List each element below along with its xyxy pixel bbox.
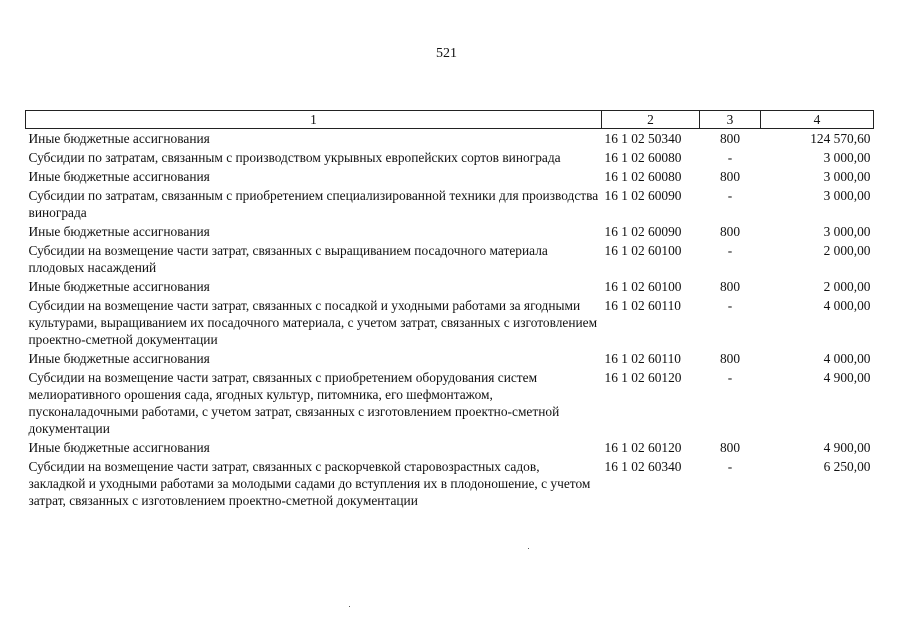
column-header-type: 3 — [700, 111, 761, 129]
row-expense-type: - — [727, 188, 733, 203]
table-row — [26, 241, 874, 277]
row-budget-code: 16 1 02 60340 — [604, 459, 682, 474]
scan-speck — [349, 606, 350, 607]
row-expense-type: 800 — [719, 131, 741, 146]
table-row — [26, 148, 874, 167]
column-header-code: 2 — [602, 111, 700, 129]
table-row — [26, 368, 874, 438]
row-expense-type: - — [727, 298, 733, 313]
row-expense-type: 800 — [719, 169, 741, 184]
header-row — [26, 111, 874, 129]
row-budget-code: 16 1 02 50340 — [604, 131, 682, 146]
row-budget-code: 16 1 02 60090 — [604, 224, 682, 239]
table-row — [26, 129, 874, 149]
row-description: Субсидии по затратам, связанным с производством укрывных европейских сортов винограда — [28, 150, 561, 165]
row-budget-code: 16 1 02 60110 — [604, 351, 681, 366]
row-budget-code: 16 1 02 60080 — [604, 169, 682, 184]
row-amount: 6 250,00 — [823, 459, 871, 474]
row-amount: 2 000,00 — [823, 279, 871, 294]
row-budget-code: 16 1 02 60090 — [604, 188, 682, 203]
row-description: Иные бюджетные ассигнования — [28, 131, 210, 146]
row-amount: 4 900,00 — [823, 370, 871, 385]
table-row — [26, 349, 874, 368]
row-expense-type: 800 — [719, 440, 741, 455]
row-description: Иные бюджетные ассигнования — [28, 224, 210, 239]
table-row — [26, 438, 874, 457]
row-amount: 2 000,00 — [823, 243, 871, 258]
table-header — [26, 111, 874, 129]
table-row — [26, 222, 874, 241]
row-expense-type: 800 — [719, 351, 741, 366]
row-budget-code: 16 1 02 60110 — [604, 298, 681, 313]
row-expense-type: - — [727, 370, 733, 385]
table-row — [26, 457, 874, 510]
page-number: 521 — [436, 46, 457, 61]
row-amount: 3 000,00 — [823, 169, 871, 184]
row-description: Субсидии на возмещение части затрат, связанных с раскорчевкой старовозрастных садов, закладкой и уходными работами за молодыми садами до вступления их в плодоношение, с учетом затрат, связанных с изготовлением проектно-сметной документации — [28, 459, 591, 508]
row-expense-type: - — [727, 150, 733, 165]
row-expense-type: 800 — [719, 279, 741, 294]
row-description: Иные бюджетные ассигнования — [28, 169, 210, 184]
row-budget-code: 16 1 02 60100 — [604, 279, 682, 294]
row-description: Иные бюджетные ассигнования — [28, 440, 210, 455]
row-expense-type: - — [727, 459, 733, 474]
row-description: Субсидии на возмещение части затрат, связанных с выращиванием посадочного материала плодовых насаждений — [28, 243, 548, 275]
budget-allocation-table — [25, 110, 874, 510]
row-description: Иные бюджетные ассигнования — [28, 351, 210, 366]
row-budget-code: 16 1 02 60120 — [604, 440, 682, 455]
table-body — [26, 129, 874, 511]
row-budget-code: 16 1 02 60080 — [604, 150, 682, 165]
row-amount: 4 000,00 — [823, 298, 871, 313]
table-row — [26, 186, 874, 222]
row-budget-code: 16 1 02 60120 — [604, 370, 682, 385]
table-row — [26, 277, 874, 296]
row-expense-type: 800 — [719, 224, 741, 239]
row-amount: 124 570,60 — [810, 131, 871, 146]
row-amount: 4 900,00 — [823, 440, 871, 455]
row-description: Субсидии на возмещение части затрат, связанных с приобретением оборудования систем мелиоративного орошения сада, ягодных культур, питомника, его шефмонтажом, пусконаладочными работами, с учетом затрат, связанных с изготовлением проектно-сметной документации — [28, 370, 560, 436]
row-description: Иные бюджетные ассигнования — [28, 279, 210, 294]
row-description: Субсидии по затратам, связанным с приобретением специализированной техники для производства винограда — [28, 188, 599, 220]
table-row — [26, 167, 874, 186]
row-amount: 3 000,00 — [823, 224, 871, 239]
column-header-description: 1 — [26, 111, 602, 129]
row-amount: 3 000,00 — [823, 188, 871, 203]
row-amount: 4 000,00 — [823, 351, 871, 366]
row-description: Субсидии на возмещение части затрат, связанных с посадкой и уходными работами за ягодными культурами, выращиванием их посадочного материала, с учетом затрат, связанных с изготовлением проектно-сметной документации — [28, 298, 598, 347]
row-expense-type: - — [727, 243, 733, 258]
column-header-amount: 4 — [761, 111, 874, 129]
table-row — [26, 296, 874, 349]
row-amount: 3 000,00 — [823, 150, 871, 165]
scan-speck — [528, 548, 529, 549]
row-budget-code: 16 1 02 60100 — [604, 243, 682, 258]
